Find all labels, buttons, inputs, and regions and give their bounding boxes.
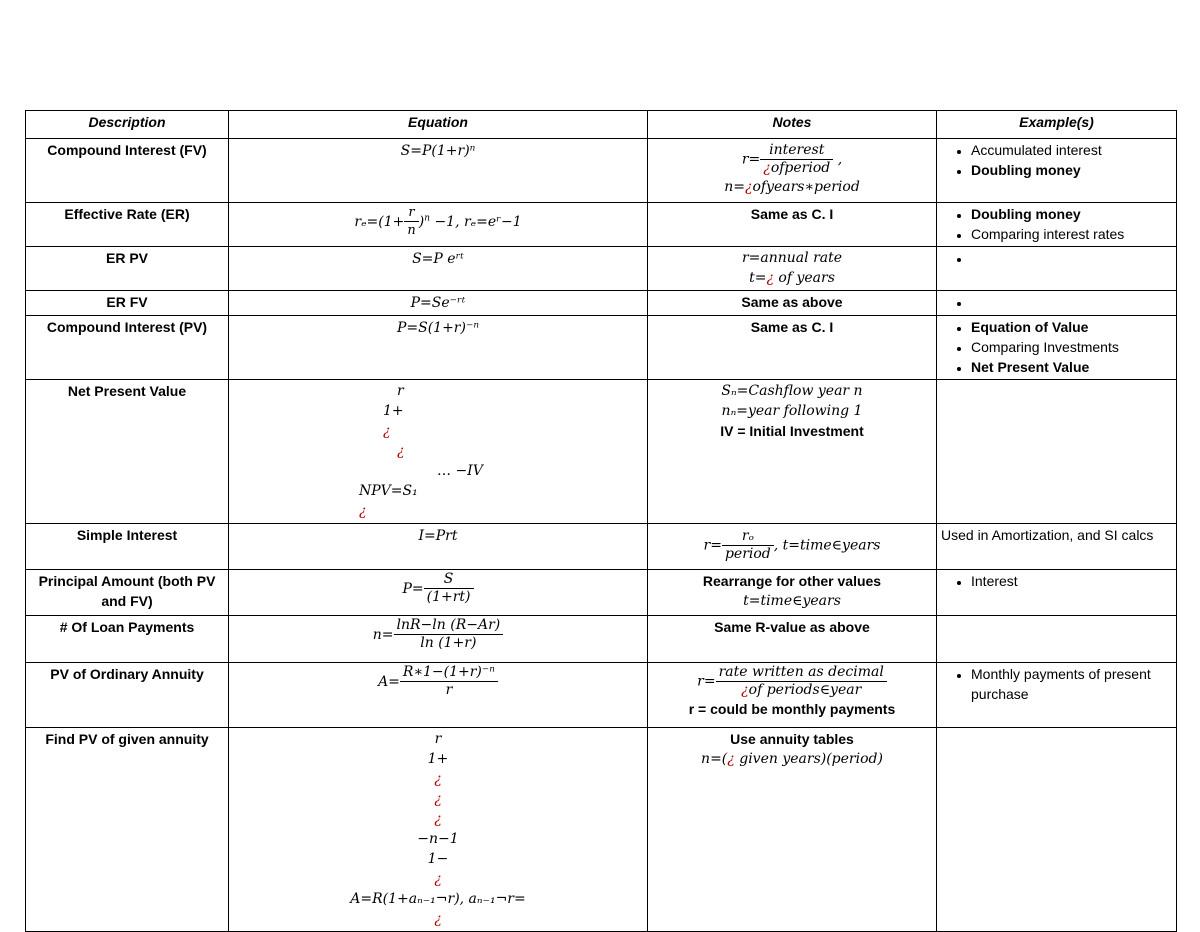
note-line: Use annuity tables [730,731,854,747]
row-examples [937,139,1177,203]
row-examples [937,570,1177,616]
row-notes: Same as above [648,291,937,316]
note-line: r=annual rate [741,250,843,266]
row-equation [229,316,648,380]
list-item [971,292,1172,312]
table-row [26,663,1177,728]
note-comma: , [837,151,843,168]
row-equation [229,570,648,616]
eq-numerator: R∗1−(1+r)⁻ⁿ [400,664,498,682]
eq-denominator: (1+rt) [426,589,471,605]
list-item: • Net Present Value [971,357,1172,377]
row-equation [229,524,648,570]
note-denominator: period [724,546,771,562]
row-examples [937,616,1177,663]
row-notes [648,247,937,291]
note-red-symbol: ¿ [741,682,749,698]
row-description: ER FV [26,291,229,316]
table-row [26,316,1177,380]
note-rest: , t=time∈years [773,537,881,554]
row-description: Net Present Value [26,380,229,524]
table-row [26,139,1177,203]
list-item: • Doubling money [971,160,1172,180]
eq-numerator: lnR−ln (R−Ar) [394,617,504,635]
eq-part: 1+ [427,751,449,767]
eq-denominator: n [407,223,416,238]
note-numerator: rate written as decimal [716,664,887,682]
note-red-symbol: ¿ [727,751,735,767]
table-row [26,380,1177,524]
table-row [26,524,1177,570]
row-description: PV of Ordinary Annuity [26,663,229,728]
header-examples: Example(s) [937,111,1177,139]
list-item: • Monthly payments of present purchase [971,664,1172,704]
eq-part: 1+ [383,403,404,419]
header-description: Description [26,111,229,139]
row-notes [648,663,937,728]
row-equation [229,616,648,663]
note-denominator: ofperiod [770,160,831,176]
row-equation [229,203,648,247]
header-notes: Notes [648,111,937,139]
eq-part: rₑ=(1+ [354,213,405,230]
formula-table [25,110,1177,932]
row-examples: Used in Amortization, and SI calcs [937,524,1177,570]
row-examples [937,663,1177,728]
note-line: r = could be monthly payments [688,701,896,717]
eq-red-symbol: ¿ [434,791,442,807]
row-notes [648,728,937,932]
row-description: Compound Interest (FV) [26,139,229,203]
note-part: of years [773,270,835,286]
equation-text: S=P eʳᵗ [412,251,464,267]
list-item [971,248,1172,268]
row-examples [937,203,1177,247]
eq-line: r [397,383,404,399]
note-part: n=( [701,751,728,767]
equation-text: P=S(1+r)⁻ⁿ [396,320,480,336]
note-lhs: r= [703,537,722,554]
note-line: Rearrange for other values [702,573,882,589]
row-notes [648,570,937,616]
list-item: • Accumulated interest [971,140,1172,160]
eq-line: r [434,731,442,747]
table-row [26,728,1177,932]
table-row [26,203,1177,247]
row-description: Compound Interest (PV) [26,316,229,380]
row-equation [229,380,648,524]
note-red-symbol: ¿ [763,160,771,176]
row-notes [648,380,937,524]
row-equation [229,291,648,316]
row-equation [229,139,648,203]
row-equation [229,663,648,728]
note-lhs: n= [724,179,745,195]
row-description: Effective Rate (ER) [26,203,229,247]
list-item: • Comparing Investments [971,337,1172,357]
eq-denominator: r [445,682,453,698]
note-red-symbol: ¿ [744,179,753,195]
eq-lhs: P= [402,580,424,597]
note-lhs: r= [697,673,716,690]
note-red-symbol: ¿ [766,270,774,286]
row-description: ER PV [26,247,229,291]
note-line: nₙ=year following 1 [721,403,863,419]
equation-text: S=P(1+r)ⁿ [400,143,476,159]
table-row [26,570,1177,616]
note-line: IV = Initial Investment [720,423,864,439]
eq-red-symbol: ¿ [434,911,442,927]
header-equation: Equation [229,111,648,139]
row-examples [937,247,1177,291]
header-row [26,111,1177,139]
list-item: • Doubling money [971,204,1172,224]
list-item: • Equation of Value [971,317,1172,337]
eq-red-symbol: ¿ [434,771,442,787]
eq-part: A=R(1+aₙ₋₁¬r), aₙ₋₁¬r= [350,891,526,907]
eq-numerator: r [404,204,418,222]
eq-part: NPV=S₁ [359,483,418,499]
row-notes: Same as C. I [648,203,937,247]
note-lhs: r= [741,151,761,168]
row-notes: Same as C. I [648,316,937,380]
note-numerator: interest [760,142,833,160]
eq-lhs: n= [372,626,394,643]
note-line: t=time∈years [743,593,841,609]
table-row [26,291,1177,316]
table-row [26,247,1177,291]
note-part: t= [749,270,767,286]
note-line: Sₙ=Cashflow year n [721,383,863,399]
note-numerator: rₒ [722,528,774,546]
row-examples [937,380,1177,524]
eq-part: −1, rₑ=eʳ−1 [434,213,522,230]
note-part: given years)(period) [734,751,883,767]
row-description: # Of Loan Payments [26,616,229,663]
eq-part: … −IV [437,463,483,479]
eq-part: ) [418,213,425,230]
eq-numerator: S [424,571,474,589]
row-examples [937,728,1177,932]
eq-part: −n−1 [417,831,459,847]
eq-red-symbol: ¿ [434,811,442,827]
row-equation [229,247,648,291]
list-item: • Comparing interest rates [971,224,1172,244]
row-notes [648,139,937,203]
row-description: Find PV of given annuity [26,728,229,932]
eq-lhs: A= [378,673,400,690]
eq-part: 1− [427,851,449,867]
row-examples [937,291,1177,316]
list-item: • Interest [971,571,1172,591]
row-description: Principal Amount (both PV and FV) [26,570,229,616]
row-notes [648,524,937,570]
equation-text: I=Prt [418,528,458,544]
row-equation [229,728,648,932]
row-notes: Same R-value as above [648,616,937,663]
note-denominator: of periods∈year [748,682,862,698]
eq-red-symbol: ¿ [397,443,405,459]
note-rest: ofyears∗period [752,179,860,195]
table-row [26,616,1177,663]
eq-denominator: ln (1+r) [420,635,477,651]
row-description: Simple Interest [26,524,229,570]
equation-text: P=Se⁻ʳᵗ [410,295,466,311]
row-examples [937,316,1177,380]
eq-red-symbol: ¿ [383,423,391,439]
eq-red-symbol: ¿ [359,503,367,519]
eq-red-symbol: ¿ [434,871,442,887]
eq-exponent: n [424,212,430,223]
